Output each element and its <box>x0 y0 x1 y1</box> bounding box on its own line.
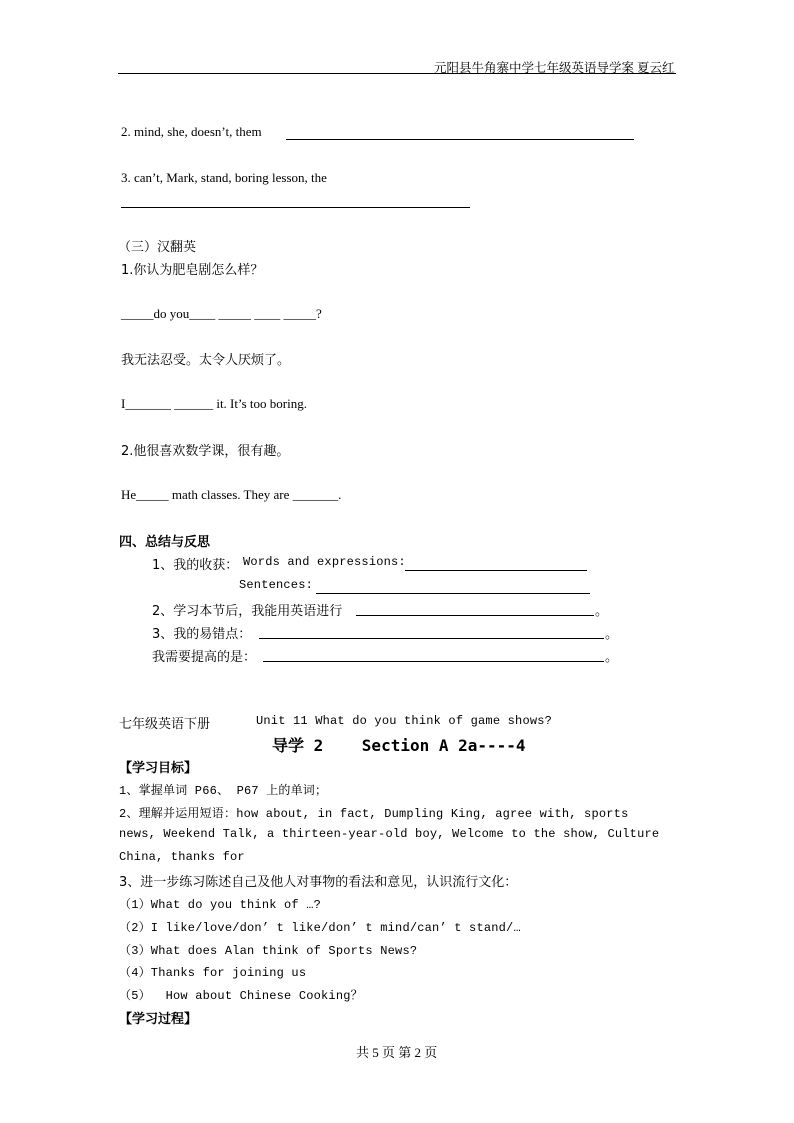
lesson-title: 导学 2 Section A 2a----4 <box>272 736 526 755</box>
goal-2-line3: China, thanks for <box>119 850 245 864</box>
goals-heading: 【学习目标】 <box>119 761 198 776</box>
summary-period: 。 <box>595 604 609 619</box>
summary-mistakes-label: 3、我的易错点： <box>152 627 252 642</box>
sentence-1: （1）What do you think of …? <box>119 898 322 912</box>
header-author: 夏云红 <box>637 60 675 75</box>
unit-title: Unit 11 What do you think of game shows? <box>256 714 553 728</box>
summary-sentences-label: Sentences: <box>239 578 314 592</box>
summary-heading: 四、总结与反思 <box>119 535 211 550</box>
answer-line <box>286 139 634 140</box>
header-title: 元阳县牛角寨中学七年级英语导学案 <box>434 60 635 75</box>
translation-q1: 1.你认为肥皂剧怎么样？ <box>121 263 264 278</box>
sentence-3: （3）What does Alan think of Sports News? <box>119 944 418 958</box>
summary-period: 。 <box>605 650 619 665</box>
summary-gain-label: 1、我的收获： <box>152 558 239 573</box>
exercise-item-3: 3. can’t, Mark, stand, boring lesson, the <box>121 170 327 185</box>
sentence-4: （4）Thanks for joining us <box>119 966 307 980</box>
goal-2-line2: news, Weekend Talk, a thirteen-year-old boy, Welcome to the show, Culture <box>119 827 660 841</box>
goal-3: 3、进一步练习陈述自己及他人对事物的看法和意见，认识流行文化： <box>119 875 518 890</box>
answer-line <box>121 207 470 208</box>
sentence-5: （5） How about Chinese Cooking？ <box>119 989 363 1003</box>
exercise-item-2: 2. mind, she, doesn’t, them <box>121 124 262 139</box>
translation-q1-answer: _____do you____ _____ ____ _____? <box>121 306 322 321</box>
translation-q2-answer: He_____ math classes. They are _______. <box>121 487 342 502</box>
translation-q1b: 我无法忍受。太令人厌烦了。 <box>121 353 291 368</box>
sentence-2: （2）I like/love/don’ t like/don’ t mind/can’ t stand/… <box>119 921 521 935</box>
unit-book: 七年级英语下册 <box>119 717 211 732</box>
goal-1: 1、掌握单词 P66、 P67 上的单词； <box>119 784 328 798</box>
goal-2-line1: 2、理解并运用短语：how about, in fact, Dumpling King, agree with, sports <box>119 807 629 821</box>
answer-line <box>316 593 590 594</box>
process-heading: 【学习过程】 <box>119 1012 198 1027</box>
header-rule <box>118 73 676 74</box>
summary-improve-label: 我需要提高的是： <box>152 650 257 665</box>
summary-words-label: Words and expressions: <box>243 555 406 569</box>
translation-q1b-answer: I_______ ______ it. It’s too boring. <box>121 396 307 411</box>
page-footer: 共 5 页 第 2 页 <box>356 1045 438 1060</box>
answer-line <box>263 661 604 662</box>
answer-line <box>405 570 587 571</box>
translation-heading: （三）汉翻英 <box>118 240 197 255</box>
answer-line <box>356 615 594 616</box>
translation-q2: 2.他很喜欢数学课，很有趣。 <box>121 444 290 459</box>
answer-line <box>259 638 604 639</box>
summary-period: 。 <box>605 627 619 642</box>
summary-able-label: 2、学习本节后，我能用英语进行 <box>152 604 343 619</box>
